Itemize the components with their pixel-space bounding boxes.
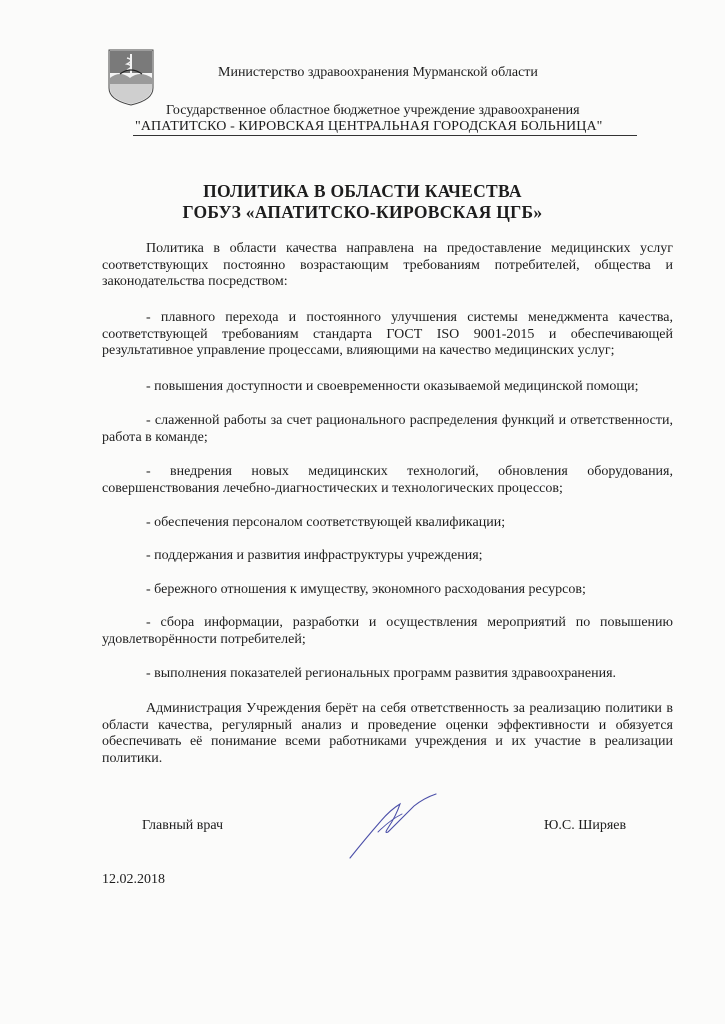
policy-item: - повышения доступности и своевременности оказываемой медицинской помощи; <box>146 379 639 394</box>
policy-item: - обеспечения персоналом соответствующей квалификации; <box>146 515 506 530</box>
hospital-emblem-icon <box>106 48 156 106</box>
policy-item: - выполнения показателей региональных программ развития здравоохранения. <box>146 666 617 681</box>
policy-item: - слаженной работы за счет рационального распределения функций и ответственности, работа в команде; <box>102 413 673 445</box>
ministry-name: Министерство здравоохранения Мурманской области <box>218 65 538 80</box>
handwritten-signature <box>344 792 440 862</box>
policy-item: - внедрения новых медицинских технологий, обновления оборудования, совершенствования лечебно-диагностических и технологических процессов; <box>102 464 673 496</box>
intro-paragraph: Политика в области качества направлена на предоставление медицинских услуг соответствующих постоянно возрастающим требованиям потребителей, общества и законодательства посредством: <box>102 241 673 289</box>
policy-item: - сбора информации, разработки и осуществления мероприятий по повышению удовлетворённости потребителей; <box>102 615 673 647</box>
signatory-role: Главный врач <box>142 818 224 833</box>
document-title: ПОЛИТИКА В ОБЛАСТИ КАЧЕСТВА <box>203 181 522 201</box>
policy-item: - бережного отношения к имуществу, экономного расходования ресурсов; <box>146 582 586 597</box>
policy-item: - плавного перехода и постоянного улучшения системы менеджмента качества, соответствующей требованиям стандарта ГОСТ ISO 9001-2015 и обеспечивающей результативное управление процессами, влияющими на качество медицинских услуг; <box>102 310 673 358</box>
closing-paragraph: Администрация Учреждения берёт на себя ответственность за реализацию политики в области качества, регулярный анализ и проведение оценки эффективности и обязуется обеспечивать её понимание всеми работниками учреждения и их участие в реализации политики. <box>102 701 673 766</box>
institution-name: "АПАТИТСКО - КИРОВСКАЯ ЦЕНТРАЛЬНАЯ ГОРОДСКАЯ БОЛЬНИЦА" <box>135 119 603 134</box>
policy-item: - поддержания и развития инфраструктуры учреждения; <box>146 548 483 563</box>
signatory-name: Ю.С. Ширяев <box>544 818 627 833</box>
document-subtitle: ГОБУЗ «АПАТИТСКО-КИРОВСКАЯ ЦГБ» <box>182 202 543 222</box>
document-date: 12.02.2018 <box>102 872 165 887</box>
header-divider <box>133 135 637 136</box>
institution-type: Государственное областное бюджетное учреждение здравоохранения <box>166 103 580 118</box>
